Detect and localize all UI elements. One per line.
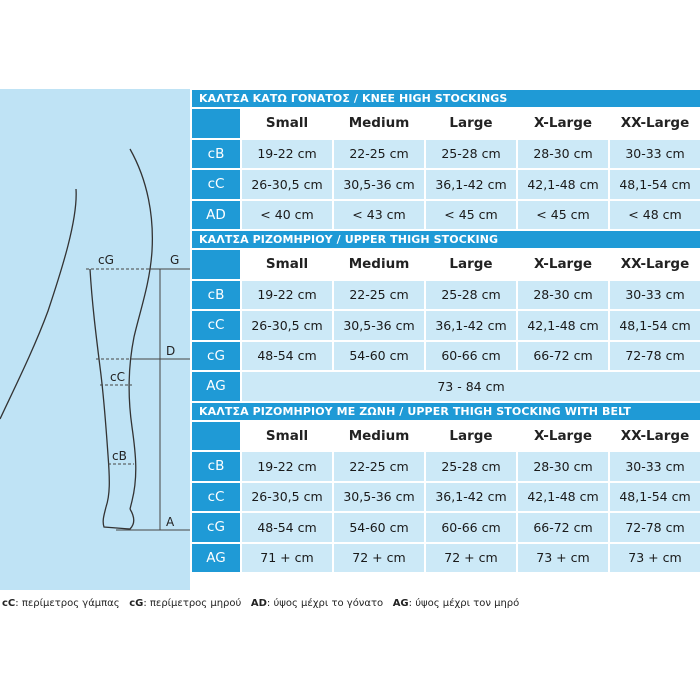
row-label: cC [192,170,240,199]
table-cell: 22-25 cm [334,140,424,169]
header-corner [192,422,240,451]
table-cell: 30,5-36 cm [334,483,424,512]
table-cell: 42,1-48 cm [518,483,608,512]
leg-outline-back [0,189,76,419]
table-cell: 73 + cm [518,544,608,573]
table-cell: 36,1-42 cm [426,311,516,340]
table-cell: 26-30,5 cm [242,311,332,340]
table-cell: 72-78 cm [610,513,700,542]
table-cell: 25-28 cm [426,452,516,481]
table-cell: 60-66 cm [426,513,516,542]
table-cell: 72-78 cm [610,342,700,371]
table-cell: 28-30 cm [518,281,608,310]
column-header: Medium [334,250,424,279]
table-cell: 72 + cm [426,544,516,573]
table-cell: 48-54 cm [242,513,332,542]
column-header: XX-Large [610,250,700,279]
size-tables [192,90,700,590]
leg-outline-front [129,149,152,509]
column-header: Small [242,109,332,138]
table-cell: < 45 cm [426,201,516,230]
table-cell: 30,5-36 cm [334,170,424,199]
table-cell: 26-30,5 cm [242,483,332,512]
leg-diagram [0,89,190,590]
column-header: XX-Large [610,422,700,451]
table-cell: 30-33 cm [610,281,700,310]
table-cell: 48,1-54 cm [610,311,700,340]
table-cell: 22-25 cm [334,281,424,310]
row-label: cG [192,513,240,542]
legend-item-ag: AG: ύψος μέχρι τον μηρό [392,598,520,609]
label-cc: cC [110,370,125,384]
table-cell: 66-72 cm [518,342,608,371]
table-cell: 30-33 cm [610,140,700,169]
row-label: cC [192,311,240,340]
section-header: ΚΑΛΤΣΑ ΡΙΖΟΜΗΡΙΟΥ / UPPER THIGH STOCKING [192,231,700,248]
column-header: X-Large [518,109,608,138]
label-a: A [166,515,175,529]
column-header: Small [242,250,332,279]
table-cell: 54-60 cm [334,342,424,371]
table-cell: < 40 cm [242,201,332,230]
leg-outline-foot [103,507,134,529]
label-d: D [166,344,176,358]
row-label: cC [192,483,240,512]
table-cell: 25-28 cm [426,140,516,169]
label-cb: cB [112,449,127,463]
section-header: ΚΑΛΤΣΑ ΡΙΖΟΜΗΡΙΟΥ ΜΕ ΖΩΝΗ / UPPER THIGH STOCKING WITH BELT [192,403,700,420]
column-header: Large [426,422,516,451]
label-g: G [170,253,180,267]
column-header: Small [242,422,332,451]
table-cell: 73 + cm [610,544,700,573]
column-header: Medium [334,109,424,138]
row-label: cB [192,281,240,310]
label-cg: cG [98,253,114,267]
row-label: AG [192,372,240,401]
table-cell: < 48 cm [610,201,700,230]
table-cell: 19-22 cm [242,281,332,310]
row-label: AG [192,544,240,573]
table-cell: 28-30 cm [518,140,608,169]
table-cell: 48-54 cm [242,342,332,371]
column-header: Medium [334,422,424,451]
table-cell: 36,1-42 cm [426,170,516,199]
header-corner [192,250,240,279]
column-header: Large [426,250,516,279]
table-cell: 71 + cm [242,544,332,573]
table-cell: 25-28 cm [426,281,516,310]
legend-item-cc: cC: περίμετρος γάμπας [2,598,120,609]
column-header: X-Large [518,422,608,451]
header-corner [192,109,240,138]
table-cell: 19-22 cm [242,140,332,169]
table-cell: 30-33 cm [610,452,700,481]
table-cell: 66-72 cm [518,513,608,542]
table-cell: 42,1-48 cm [518,170,608,199]
row-label: cG [192,342,240,371]
leg-outline-calf [90,269,109,507]
row-label: AD [192,201,240,230]
table-cell: 28-30 cm [518,452,608,481]
table-cell: 60-66 cm [426,342,516,371]
legend [2,598,519,609]
table-cell: 42,1-48 cm [518,311,608,340]
table-cell: 54-60 cm [334,513,424,542]
table-cell: 19-22 cm [242,452,332,481]
legend-item-cg: cG: περίμετρος μηρού [129,598,242,609]
row-label: cB [192,452,240,481]
section-header: ΚΑΛΤΣΑ ΚΑΤΩ ΓΟΝΑΤΟΣ / KNEE HIGH STOCKINGS [192,90,700,107]
table-cell: 26-30,5 cm [242,170,332,199]
table-cell: < 43 cm [334,201,424,230]
table-cell: 48,1-54 cm [610,170,700,199]
table-cell: 30,5-36 cm [334,311,424,340]
table-cell: 36,1-42 cm [426,483,516,512]
table-cell-merged: 73 - 84 cm [242,372,700,401]
column-header: Large [426,109,516,138]
column-header: X-Large [518,250,608,279]
leg-diagram-panel [0,89,190,590]
column-header: XX-Large [610,109,700,138]
row-label: cB [192,140,240,169]
legend-item-ad: AD: ύψος μέχρι το γόνατο [250,598,384,609]
table-cell: < 45 cm [518,201,608,230]
table-cell: 48,1-54 cm [610,483,700,512]
table-cell: 22-25 cm [334,452,424,481]
table-cell: 72 + cm [334,544,424,573]
